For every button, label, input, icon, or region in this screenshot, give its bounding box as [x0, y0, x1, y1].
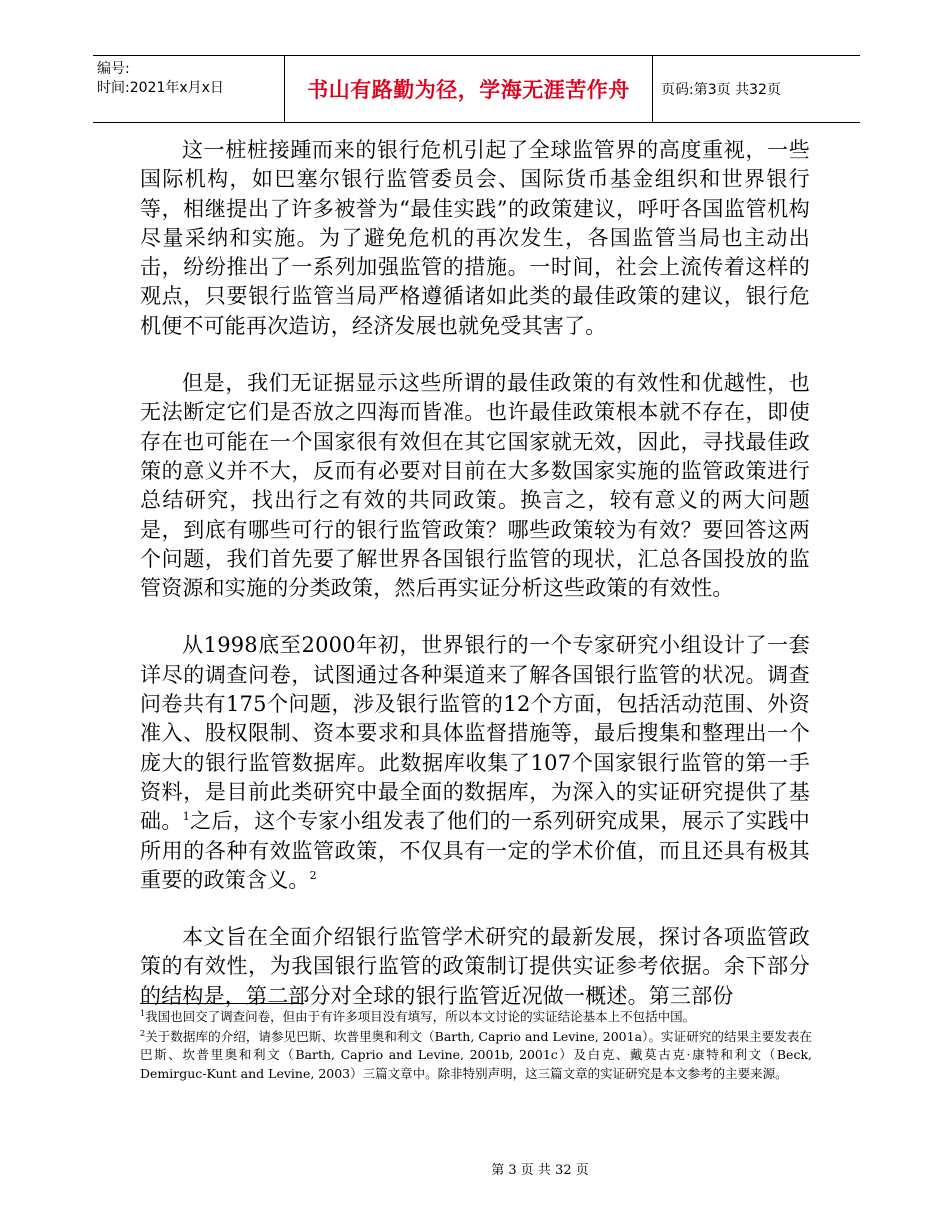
- footnote-number: 2: [140, 1029, 146, 1039]
- header-motto: 书山有路勤为径，学海无涯苦作舟: [285, 56, 653, 122]
- footnote-text: 我国也回交了调查问卷，但由于有许多项目没有填写，所以本文讨论的实证结论基本上不包括中国。: [145, 1009, 696, 1024]
- document-date: 时间:2021年x月x日: [97, 80, 224, 96]
- header-page-info: 页码:第3页 共32页: [661, 82, 781, 98]
- footnote: [140, 1028, 812, 1083]
- page-footer: [0, 1159, 950, 1178]
- page-header: [93, 55, 860, 123]
- document-number-label: 编号:: [97, 61, 130, 77]
- paragraph: [140, 631, 810, 895]
- footnote-text: 关于数据库的介绍，请参见巴斯、坎普里奥和利文（Barth, Caprio and Levine, 2001a）。实证研究的结果主要发表在巴斯、坎普里奥和利文（Barth, Caprio and Levine, 2001b, 2001c）及白克、戴莫古克·康特和利文（Beck, Demirguc-Kunt and Levine, 2003）三篇文章中。除非特别声明，这三篇文章的实证研究是本文参考的主要来源。: [140, 1029, 812, 1081]
- footnote-ref: 1: [182, 810, 190, 824]
- footnote-number: 1: [140, 1008, 146, 1018]
- paragraph: 本文旨在全面介绍银行监管学术研究的最新发展，探讨各项监管政策的有效性，为我国银行监管的政策制订提供实证参考依据。余下部分的结构是，第二部分对全球的银行监管近况做一概述。第三部份: [140, 925, 810, 1008]
- paragraph-text: 之后，这个专家小组发表了他们的一系列研究成果，展示了实践中所用的各种有效监管政策，不仅具有一定的学术价值，而且还具有极其重要的政策含义。: [140, 809, 810, 892]
- page-number: 第 3 页 共 32 页: [491, 1163, 589, 1178]
- paragraph: 这一桩桩接踵而来的银行危机引起了全球监管界的高度重视，一些国际机构，如巴塞尔银行监管委员会、国际货币基金组织和世界银行等，相继提出了许多被誉为“最佳实践”的政策建议，呼吁各国监管机构尽量采纳和实施。为了避免危机的再次发生，各国监管当局也主动出击，纷纷推出了一系列加强监管的措施。一时间，社会上流传着这样的观点，只要银行监管当局严格遵循诸如此类的最佳政策的建议，银行危机便不可能再次造访，经济发展也就免受其害了。: [140, 138, 810, 338]
- document-body: [140, 136, 810, 1039]
- header-meta: [93, 56, 285, 122]
- footnote: [140, 1008, 812, 1026]
- footnotes: [140, 1008, 812, 1085]
- paragraph-text: 从1998底至2000年初，世界银行的一个专家研究小组设计了一套详尽的调查问卷，试图通过各种渠道来了解各国银行监管的状况。调查问卷共有175个问题，涉及银行监管的12个方面，包括活动范围、外资准入、股权限制、资本要求和具体监督措施等，最后搜集和整理出一个庞大的银行监管数据库。此数据库收集了107个国家银行监管的第一手资料，是目前此类研究中最全面的数据库，为深入的实证研究提供了基础。: [140, 633, 810, 834]
- footnote-ref: 2: [309, 868, 317, 882]
- footnote-separator: [140, 1003, 304, 1004]
- paragraph: 但是，我们无证据显示这些所谓的最佳政策的有效性和优越性，也无法断定它们是否放之四海而皆准。也许最佳政策根本就不存在，即使存在也可能在一个国家很有效但在其它国家就无效，因此，寻找最佳政策的意义并不大，反而有必要对目前在大多数国家实施的监管政策进行总结研究，找出行之有效的共同政策。换言之，较有意义的两大问题是，到底有哪些可行的银行监管政策？哪些政策较为有效？要回答这两个问题，我们首先要了解世界各国银行监管的现状，汇总各国投放的监管资源和实施的分类政策，然后再实证分析这些政策的有效性。: [140, 371, 810, 601]
